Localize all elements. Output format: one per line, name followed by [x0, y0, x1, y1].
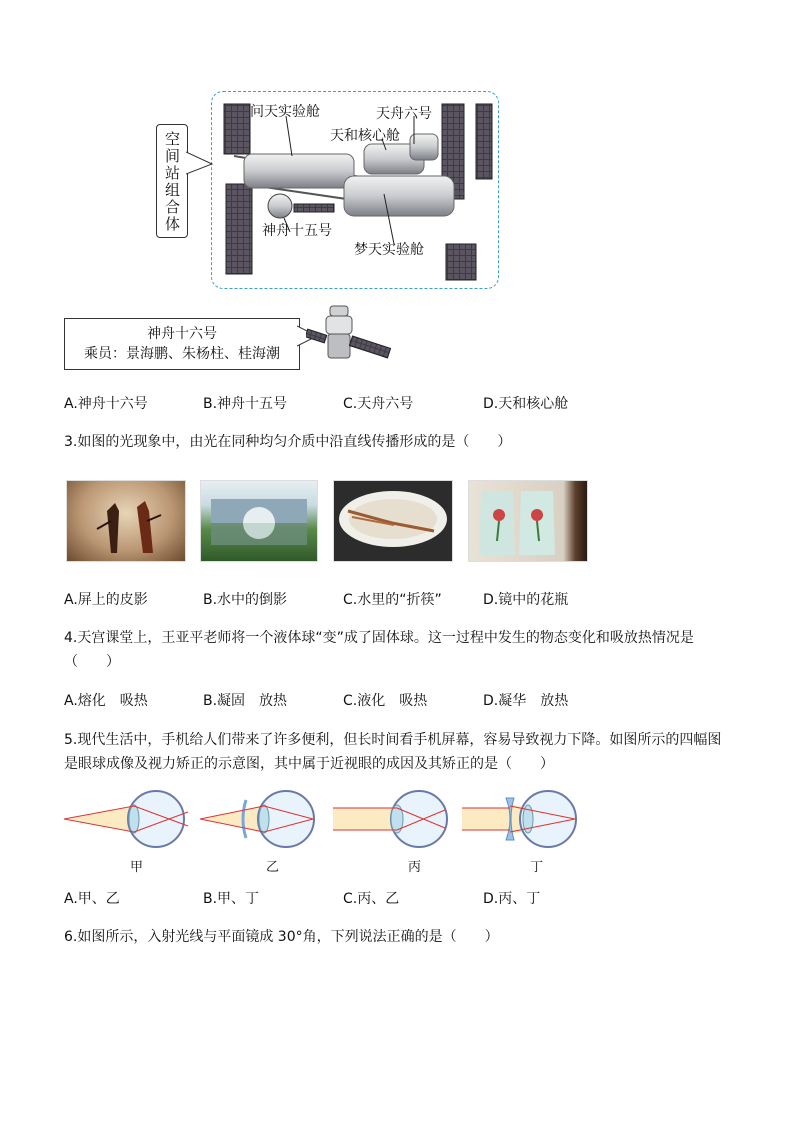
solar-panel: [446, 244, 476, 280]
solar-panel: [224, 104, 250, 154]
q5-option-b[interactable]: B.甲、丁: [203, 891, 260, 907]
q4-question-line2: （ ）: [64, 654, 120, 670]
eye-label-yi: 乙: [266, 860, 280, 875]
wentian-module: [244, 154, 354, 188]
photo-bent-chopstick: [333, 480, 453, 562]
photo-bridge-reflection: [200, 480, 318, 562]
shenzhou16-callout: [64, 318, 300, 370]
station-label-box: [156, 124, 188, 238]
label-shenzhou15: 神舟十五号: [262, 223, 332, 239]
label-pointer: [186, 148, 216, 178]
q3-option-a[interactable]: A.屏上的皮影: [64, 592, 148, 608]
q3-option-b[interactable]: B.水中的倒影: [203, 592, 288, 608]
q3-question: 3.如图的光现象中，由光在同种均匀介质中沿直线传播形成的是（ ）: [64, 434, 512, 450]
mengtian-module: [344, 176, 454, 216]
solar-panel: [226, 184, 252, 274]
q4-option-c[interactable]: C.液化 吸热: [343, 693, 428, 709]
label-tianzhou: 天舟六号: [376, 106, 432, 122]
eye-label-bing: 丙: [408, 860, 422, 875]
eye-diagram-jia: [64, 788, 194, 850]
q6-question: 6.如图所示，入射光线与平面镜成 30°角，下列说法正确的是（ ）: [64, 929, 499, 945]
label-mengtian: 梦天实验舱: [354, 242, 424, 258]
label-tianhe: 天和核心舱: [330, 128, 400, 144]
eye-label-ding: 丁: [530, 860, 544, 875]
q5-option-d[interactable]: D.丙、丁: [483, 891, 541, 907]
q4-option-a[interactable]: A.熔化 吸热: [64, 693, 148, 709]
eye-label-jia: 甲: [130, 860, 144, 875]
shenzhou16-illustration: [306, 302, 396, 376]
q2-option-b[interactable]: B.神舟十五号: [203, 396, 288, 412]
callout-line2: 乘员：景海鹏、朱杨柱、桂海潮: [84, 346, 280, 362]
eye-diagram-yi: [200, 788, 320, 850]
q2-option-c[interactable]: C.天舟六号: [343, 396, 414, 412]
q2-option-d[interactable]: D.天和核心舱: [483, 396, 569, 412]
q3-option-c[interactable]: C.水里的“折筷”: [343, 592, 442, 608]
eye-diagram-bing: [333, 788, 453, 850]
station-box-label: 空间站组合体: [163, 131, 181, 233]
shenzhou15-module: [268, 194, 292, 218]
eye-diagram-ding: [462, 788, 582, 850]
label-wentian: 问天实验舱: [250, 104, 320, 120]
q5-option-c[interactable]: C.丙、乙: [343, 891, 400, 907]
photo-mirror-vase: [468, 480, 588, 562]
callout-line1: 神舟十六号: [147, 326, 217, 342]
q4-option-b[interactable]: B.凝固 放热: [203, 693, 288, 709]
q5-option-a[interactable]: A.甲、乙: [64, 891, 120, 907]
q2-option-a[interactable]: A.神舟十六号: [64, 396, 148, 412]
q3-option-d[interactable]: D.镜中的花瓶: [483, 592, 569, 608]
q5-question-line1: 5.现代生活中，手机给人们带来了许多便利，但长时间看手机屏幕，容易导致视力下降。如图所示的四幅图: [64, 732, 722, 748]
q4-question-line1: 4.天宫课堂上，王亚平老师将一个液体球“变”成了固体球。这一过程中发生的物态变化和吸放热情况是: [64, 630, 694, 646]
space-station-figure: [84, 88, 510, 378]
q4-option-d[interactable]: D.凝华 放热: [483, 693, 569, 709]
solar-panel: [476, 104, 492, 179]
photo-shadow-puppets: [66, 480, 186, 562]
q5-question-line2: 是眼球成像及视力矫正的示意图，其中属于近视眼的成因及其矫正的是（ ）: [64, 756, 554, 772]
